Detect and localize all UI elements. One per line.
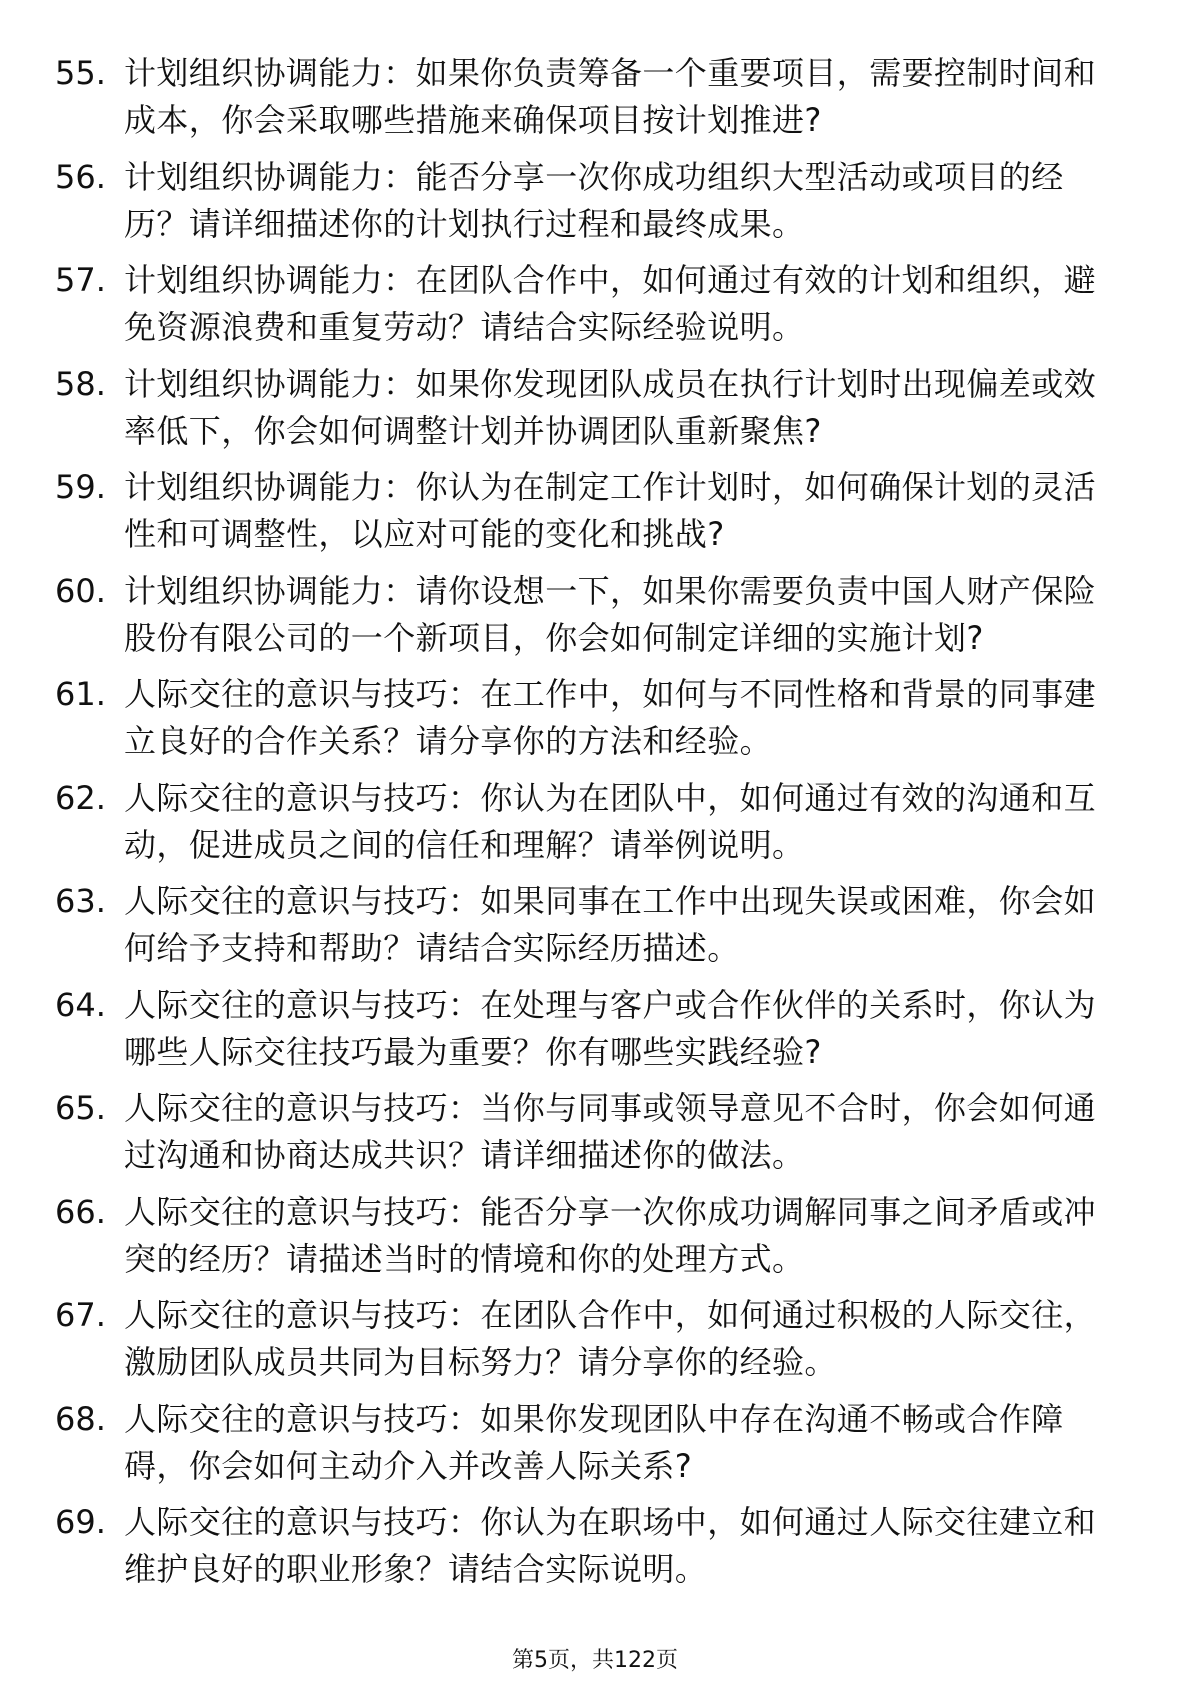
question-number: 63.: [55, 882, 106, 920]
question-item-56: [55, 154, 1115, 248]
question-number: 56.: [55, 157, 106, 196]
question-text: 人际交往的意识与技巧：在工作中，如何与不同性格和背景的同事建立良好的合作关系？请分享你的方法和经验。: [124, 675, 1097, 760]
question-number: 66.: [55, 1192, 106, 1231]
question-number: 68.: [55, 1399, 106, 1438]
question-text: 人际交往的意识与技巧：在处理与客户或合作伙伴的关系时，你认为哪些人际交往技巧最为重要？你有哪些实践经验?: [124, 985, 1097, 1071]
question-number: 61.: [55, 675, 106, 713]
question-item-59: [55, 464, 1115, 558]
question-text: 计划组织协调能力：能否分享一次你成功组织大型活动或项目的经历？请详细描述你的计划执行过程和最终成果。: [124, 157, 1064, 243]
question-item-58: [55, 361, 1115, 455]
question-number: 60.: [55, 571, 106, 610]
question-item-69: [55, 1499, 1115, 1593]
question-item-55: [55, 50, 1115, 144]
question-item-62: [55, 775, 1115, 869]
question-item-65: [55, 1085, 1115, 1179]
question-item-60: [55, 568, 1115, 662]
question-text: 计划组织协调能力：如果你负责筹备一个重要项目，需要控制时间和成本，你会采取哪些措施来确保项目按计划推进?: [124, 54, 1097, 139]
question-item-63: [55, 878, 1115, 972]
question-text: 人际交往的意识与技巧：你认为在职场中，如何通过人际交往建立和维护良好的职业形象？请结合实际说明。: [124, 1503, 1097, 1588]
question-text: 人际交往的意识与技巧：你认为在团队中，如何通过有效的沟通和互动，促进成员之间的信任和理解？请举例说明。: [124, 778, 1097, 864]
question-item-66: [55, 1189, 1115, 1283]
question-text: 计划组织协调能力：如果你发现团队成员在执行计划时出现偏差或效率低下，你会如何调整计划并协调团队重新聚焦?: [124, 364, 1097, 450]
question-text: 计划组织协调能力：在团队合作中，如何通过有效的计划和组织，避免资源浪费和重复劳动？请结合实际经验说明。: [124, 261, 1097, 346]
question-text: 人际交往的意识与技巧：能否分享一次你成功调解同事之间矛盾或冲突的经历？请描述当时的情境和你的处理方式。: [124, 1192, 1097, 1278]
page-footer: 第5页，共122页: [512, 1648, 678, 1673]
question-text: 人际交往的意识与技巧：如果同事在工作中出现失误或困难，你会如何给予支持和帮助？请结合实际经历描述。: [124, 882, 1097, 967]
question-number: 64.: [55, 985, 106, 1024]
question-number: 65.: [55, 1089, 106, 1127]
question-item-64: [55, 982, 1115, 1076]
question-number: 62.: [55, 778, 106, 817]
question-text: 人际交往的意识与技巧：当你与同事或领导意见不合时，你会如何通过沟通和协商达成共识？请详细描述你的做法。: [124, 1089, 1097, 1174]
question-text: 计划组织协调能力：你认为在制定工作计划时，如何确保计划的灵活性和可调整性，以应对可能的变化和挑战?: [124, 468, 1097, 553]
question-number: 69.: [55, 1503, 106, 1541]
question-item-67: [55, 1292, 1115, 1386]
question-item-61: [55, 671, 1115, 765]
question-text: 计划组织协调能力：请你设想一下，如果你需要负责中国人财产保险股份有限公司的一个新项目，你会如何制定详细的实施计划?: [124, 571, 1097, 657]
question-text: 人际交往的意识与技巧：在团队合作中，如何通过积极的人际交往，激励团队成员共同为目标努力？请分享你的经验。: [124, 1296, 1097, 1381]
question-number: 57.: [55, 261, 106, 299]
question-number: 59.: [55, 468, 106, 506]
question-number: 55.: [55, 54, 106, 92]
question-item-57: [55, 257, 1115, 351]
question-list: [55, 50, 1115, 1603]
question-number: 67.: [55, 1296, 106, 1334]
question-text: 人际交往的意识与技巧：如果你发现团队中存在沟通不畅或合作障碍，你会如何主动介入并改善人际关系?: [124, 1399, 1064, 1485]
question-item-68: [55, 1396, 1115, 1490]
question-number: 58.: [55, 364, 106, 403]
